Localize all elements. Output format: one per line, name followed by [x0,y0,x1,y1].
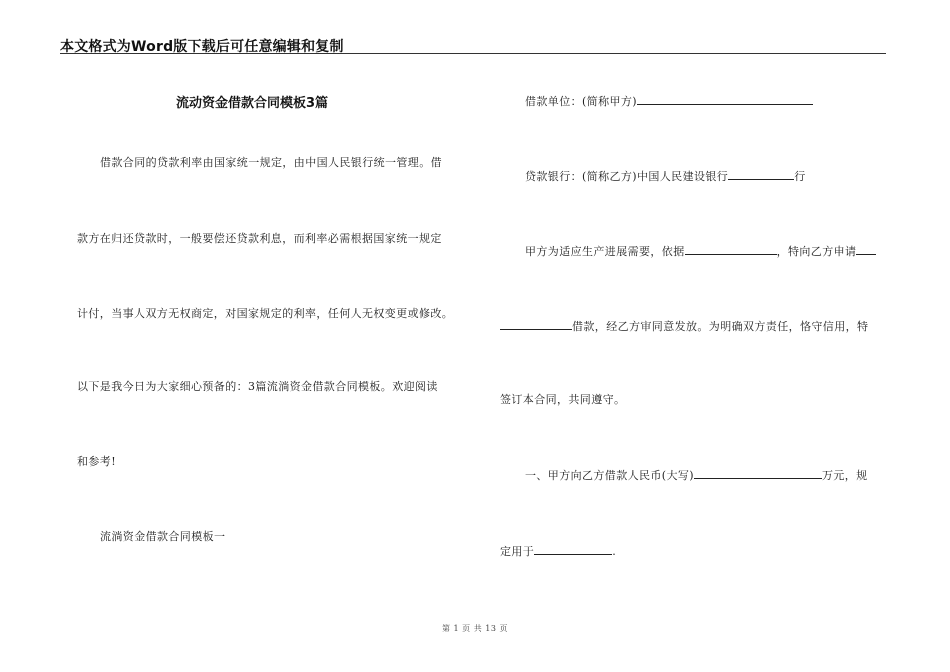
paragraph-line: 款方在归还贷款时，一般要偿还贷款利息，而利率必需根据国家统一规定 [77,232,442,245]
purpose-text-a: 甲方为适应生产进展需要，依据 [525,245,685,258]
paragraph-line: 借款合同的贷款利率由国家统一规定，由中国人民银行统一管理。借 [100,156,442,169]
usage-blank [534,543,612,555]
usage-period: . [612,545,617,558]
lender-branch-blank [728,168,794,180]
document-title: 流动资金借款合同模板3篇 [176,96,329,111]
clause-one-text-a: 一、甲方向乙方借款人民币(大写) [525,469,694,482]
lender-label: 贷款银行：(简称乙方)中国人民建设银行 [525,170,729,183]
paragraph-line: 以下是我今日为大家细心预备的：3篇流淌资金借款合同模板。欢迎阅读 [77,380,438,393]
header-divider [60,53,886,54]
page-footer: 第 1 页 共 13 页 [442,624,508,633]
clause-one-line [525,467,868,483]
document-banner: 本文格式为Word版下载后可任意编辑和复制 [60,39,344,55]
loan-type-blank-cont [500,318,572,330]
loan-type-blank [856,243,876,255]
usage-label: 定用于 [500,545,535,558]
borrower-label: 借款单位：(简称甲方) [525,95,637,108]
purpose-text-b: ，特向乙方申请 [776,245,857,258]
purpose-line [525,243,876,259]
section-heading: 流淌资金借款合同模板一 [100,530,226,543]
clause-one-text-b: 万元，规 [821,469,868,482]
borrower-line [525,93,813,109]
amount-blank [694,467,822,479]
approval-line [500,318,868,334]
lender-suffix: 行 [794,170,806,183]
basis-blank [685,243,777,255]
borrower-blank [637,93,813,105]
agreement-line: 签订本合同，共同遵守。 [500,393,626,406]
approval-text: 借款，经乙方审同意发放。为明确双方责任，恪守信用，特 [572,320,869,333]
paragraph-line: 和参考! [77,455,117,468]
usage-line [500,543,616,559]
lender-line [525,168,806,184]
paragraph-line: 计付，当事人双方无权商定，对国家规定的利率，任何人无权变更或修改。 [77,307,454,320]
